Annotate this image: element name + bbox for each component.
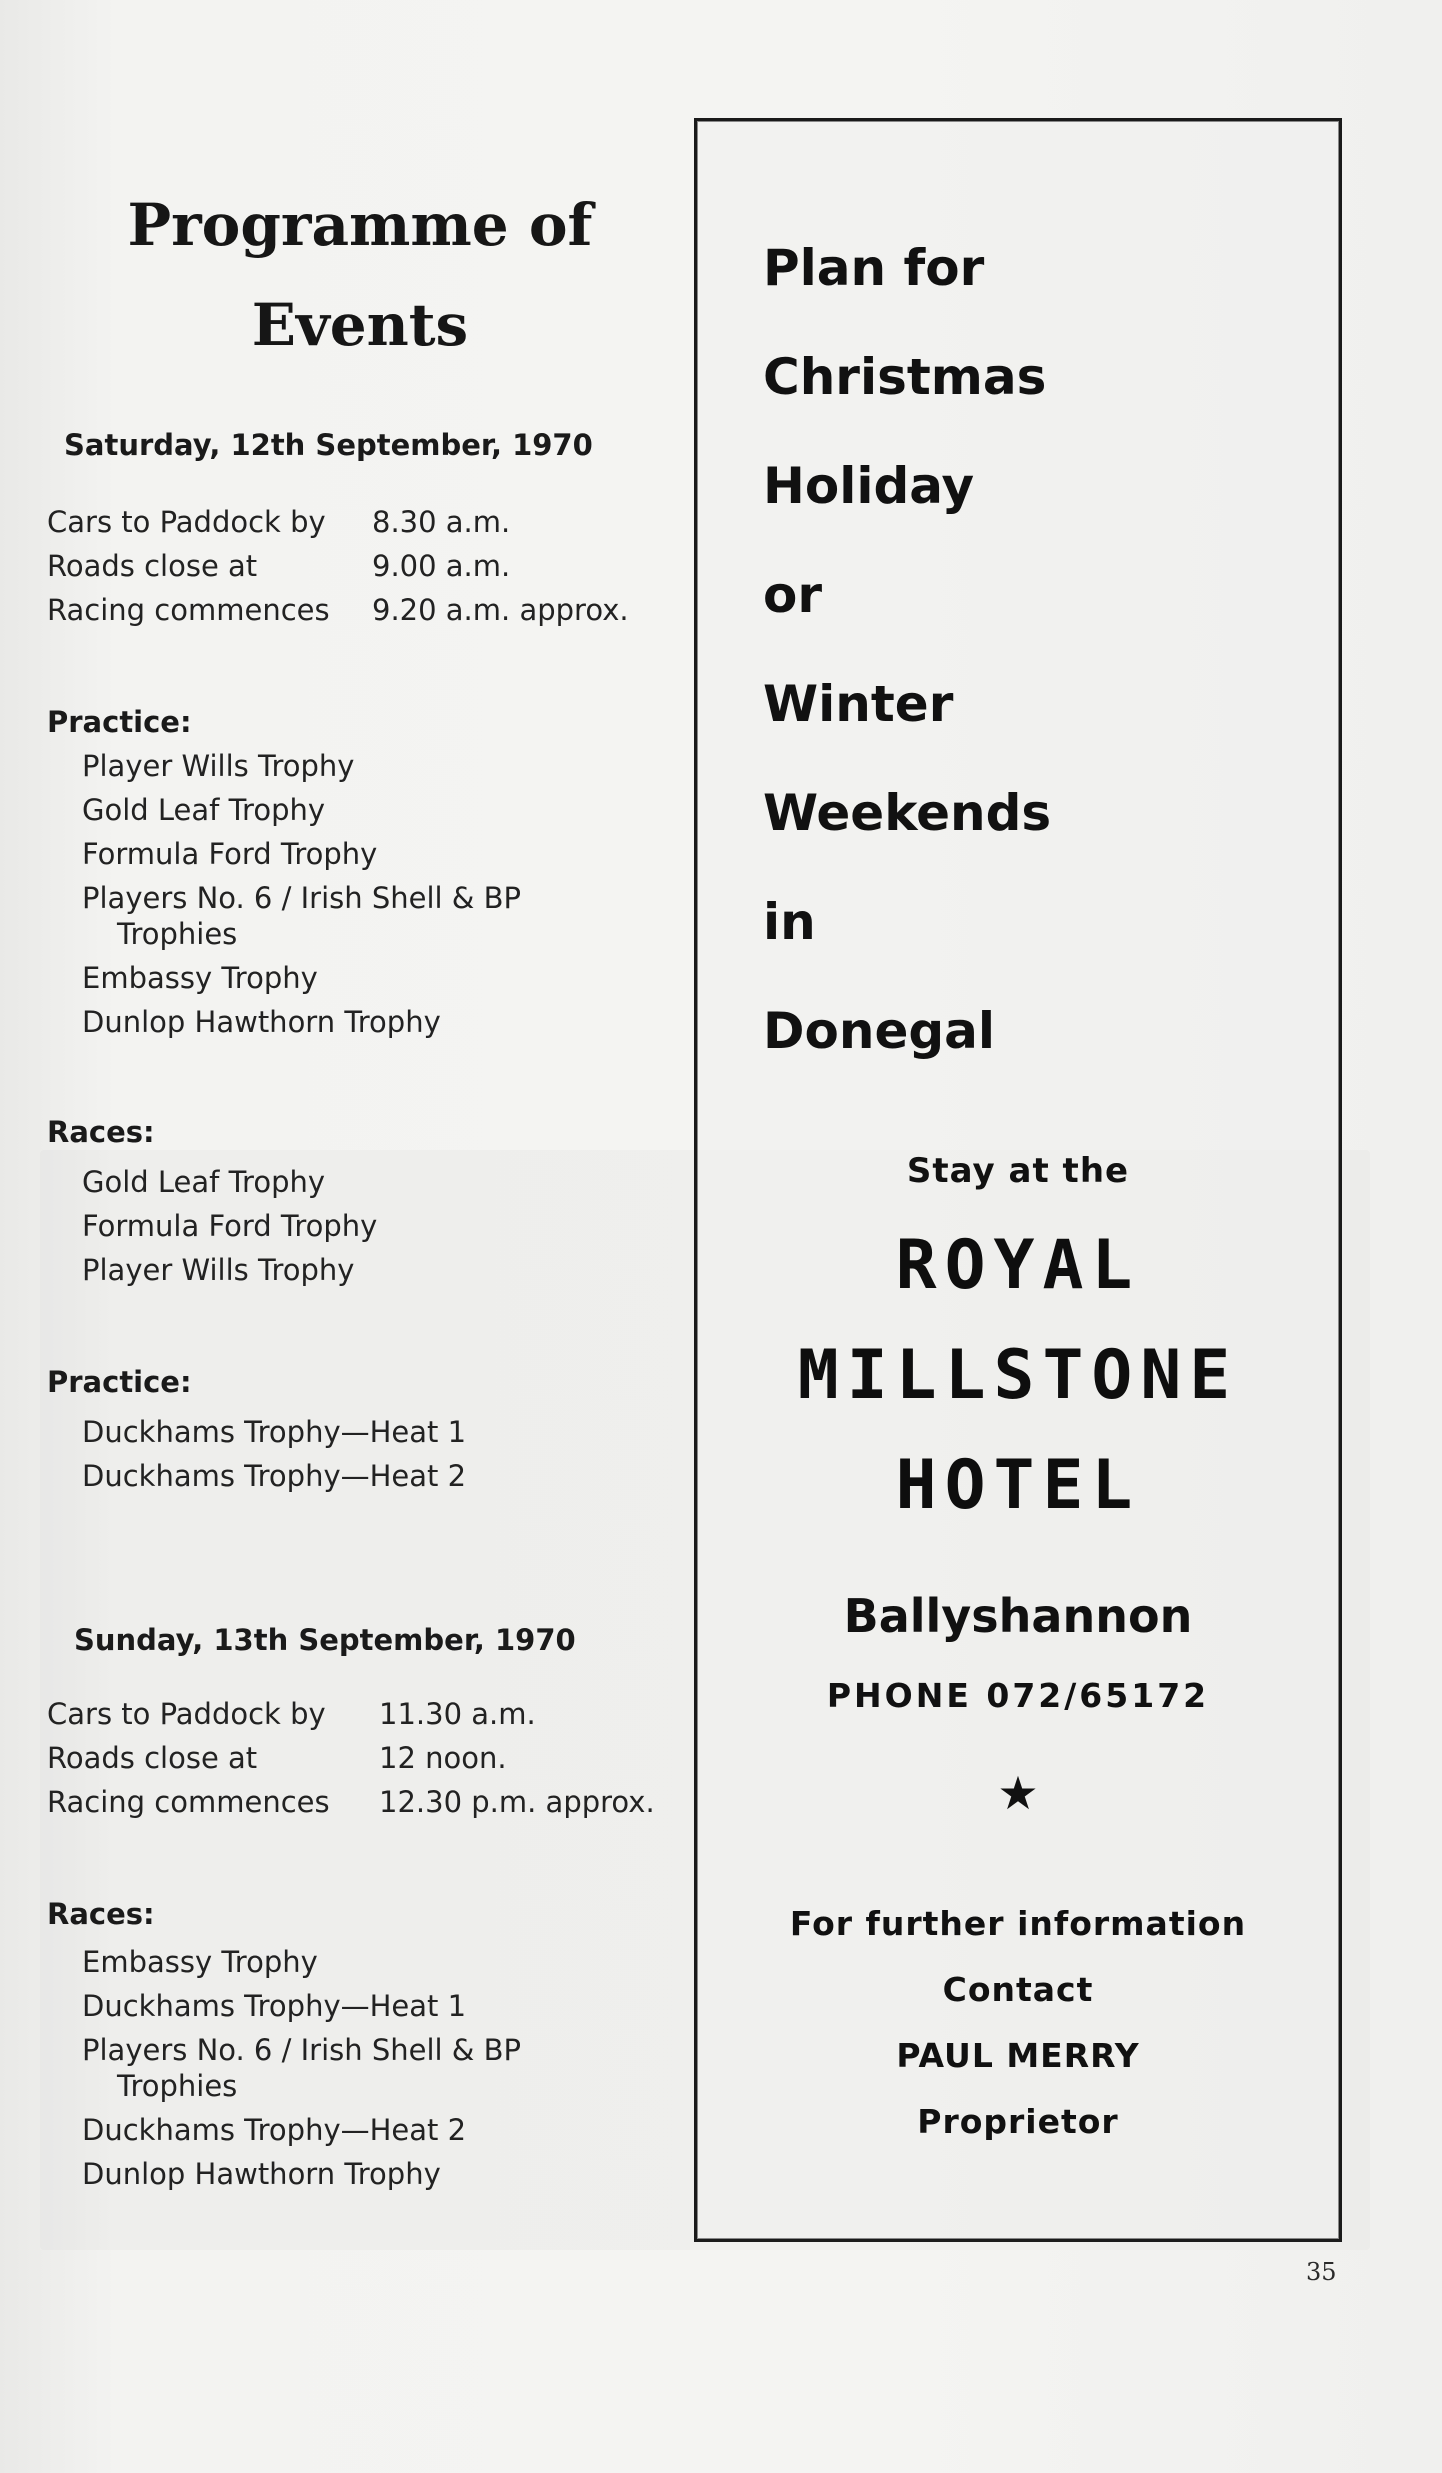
schedule-row <box>47 1736 655 1780</box>
headline-line: Winter <box>763 675 954 733</box>
saturday-practice-list <box>82 744 672 1044</box>
contact-line: Proprietor <box>917 2102 1119 2141</box>
schedule-row <box>47 1692 655 1736</box>
list-item-line2: Trophies <box>117 2069 238 2103</box>
headline-line: Plan for <box>763 239 985 297</box>
programme-title-line1: Programme of <box>127 191 593 259</box>
schedule-label: Roads close at <box>47 1741 258 1775</box>
headline-line: in <box>763 893 816 951</box>
schedule-value: 12 noon. <box>379 1741 507 1775</box>
list-item <box>82 876 672 956</box>
page-number: 35 <box>1306 2258 1337 2286</box>
schedule-value: 9.00 a.m. <box>372 549 511 583</box>
saturday-races-list <box>82 1160 672 1292</box>
list-item: Player Wills Trophy <box>82 1253 355 1287</box>
schedule-row <box>47 588 629 632</box>
schedule-label: Cars to Paddock by <box>47 505 326 539</box>
sunday-heading: Sunday, 13th September, 1970 <box>74 1623 576 1657</box>
saturday-schedule <box>47 500 629 632</box>
schedule-value: 12.30 p.m. approx. <box>379 1785 655 1819</box>
list-item: Embassy Trophy <box>82 961 318 995</box>
saturday-practice2-list <box>82 1410 672 1498</box>
list-item-line1: Players No. 6 / Irish Shell & BP <box>82 2033 522 2067</box>
list-item: Formula Ford Trophy <box>82 1209 378 1243</box>
list-item: Dunlop Hawthorn Trophy <box>82 2157 441 2191</box>
hotel-name-line: ROYAL <box>895 1226 1141 1305</box>
list-item: Duckhams Trophy—Heat 2 <box>82 1459 467 1493</box>
schedule-value: 8.30 a.m. <box>372 505 511 539</box>
contact-line: PAUL MERRY <box>896 2036 1140 2075</box>
headline-line: Christmas <box>763 348 1047 406</box>
schedule-row <box>47 500 629 544</box>
schedule-row <box>47 1780 655 1824</box>
saturday-practice-heading: Practice: <box>47 705 192 739</box>
sunday-races-list <box>82 1940 672 2196</box>
hotel-name-line: MILLSTONE <box>797 1336 1239 1415</box>
town-name: Ballyshannon <box>843 1589 1193 1643</box>
list-item: Duckhams Trophy—Heat 1 <box>82 1415 467 1449</box>
list-item-line1: Players No. 6 / Irish Shell & BP <box>82 881 522 915</box>
schedule-label: Roads close at <box>47 549 258 583</box>
phone-number: PHONE 072/65172 <box>826 1676 1210 1715</box>
saturday-practice2-heading: Practice: <box>47 1365 192 1399</box>
list-item: Formula Ford Trophy <box>82 837 378 871</box>
star-icon: ★ <box>997 1766 1039 1820</box>
schedule-label: Cars to Paddock by <box>47 1697 326 1731</box>
headline-line: Weekends <box>763 784 1052 842</box>
headline-line: or <box>763 566 823 624</box>
schedule-label: Racing commences <box>47 1785 330 1819</box>
saturday-heading: Saturday, 12th September, 1970 <box>64 428 593 462</box>
saturday-races-heading: Races: <box>47 1115 155 1149</box>
schedule-value: 9.20 a.m. approx. <box>372 593 629 627</box>
contact-line: For further information <box>789 1904 1247 1943</box>
contact-info <box>697 1891 1339 2155</box>
list-item: Embassy Trophy <box>82 1945 318 1979</box>
hotel-name <box>697 1211 1339 1541</box>
schedule-row <box>47 544 629 588</box>
programme-title-line2: Events <box>251 291 469 359</box>
hotel-advert-box <box>694 118 1342 2242</box>
list-item: Duckhams Trophy—Heat 1 <box>82 1989 467 2023</box>
hotel-name-line: HOTEL <box>895 1446 1141 1525</box>
list-item: Dunlop Hawthorn Trophy <box>82 1005 441 1039</box>
list-item: Player Wills Trophy <box>82 749 355 783</box>
stay-at-text: Stay at the <box>906 1151 1130 1191</box>
list-item: Duckhams Trophy—Heat 2 <box>82 2113 467 2147</box>
schedule-label: Racing commences <box>47 593 330 627</box>
sunday-races-heading: Races: <box>47 1897 155 1931</box>
advert-headline <box>763 214 1051 1086</box>
headline-line: Donegal <box>763 1002 996 1060</box>
headline-line: Holiday <box>763 457 975 515</box>
sunday-schedule <box>47 1692 655 1824</box>
programme-title <box>60 175 660 375</box>
list-item <box>82 2028 672 2108</box>
list-item: Gold Leaf Trophy <box>82 793 326 827</box>
schedule-value: 11.30 a.m. <box>379 1697 536 1731</box>
contact-line: Contact <box>942 1970 1094 2009</box>
list-item: Gold Leaf Trophy <box>82 1165 326 1199</box>
list-item-line2: Trophies <box>117 917 238 951</box>
